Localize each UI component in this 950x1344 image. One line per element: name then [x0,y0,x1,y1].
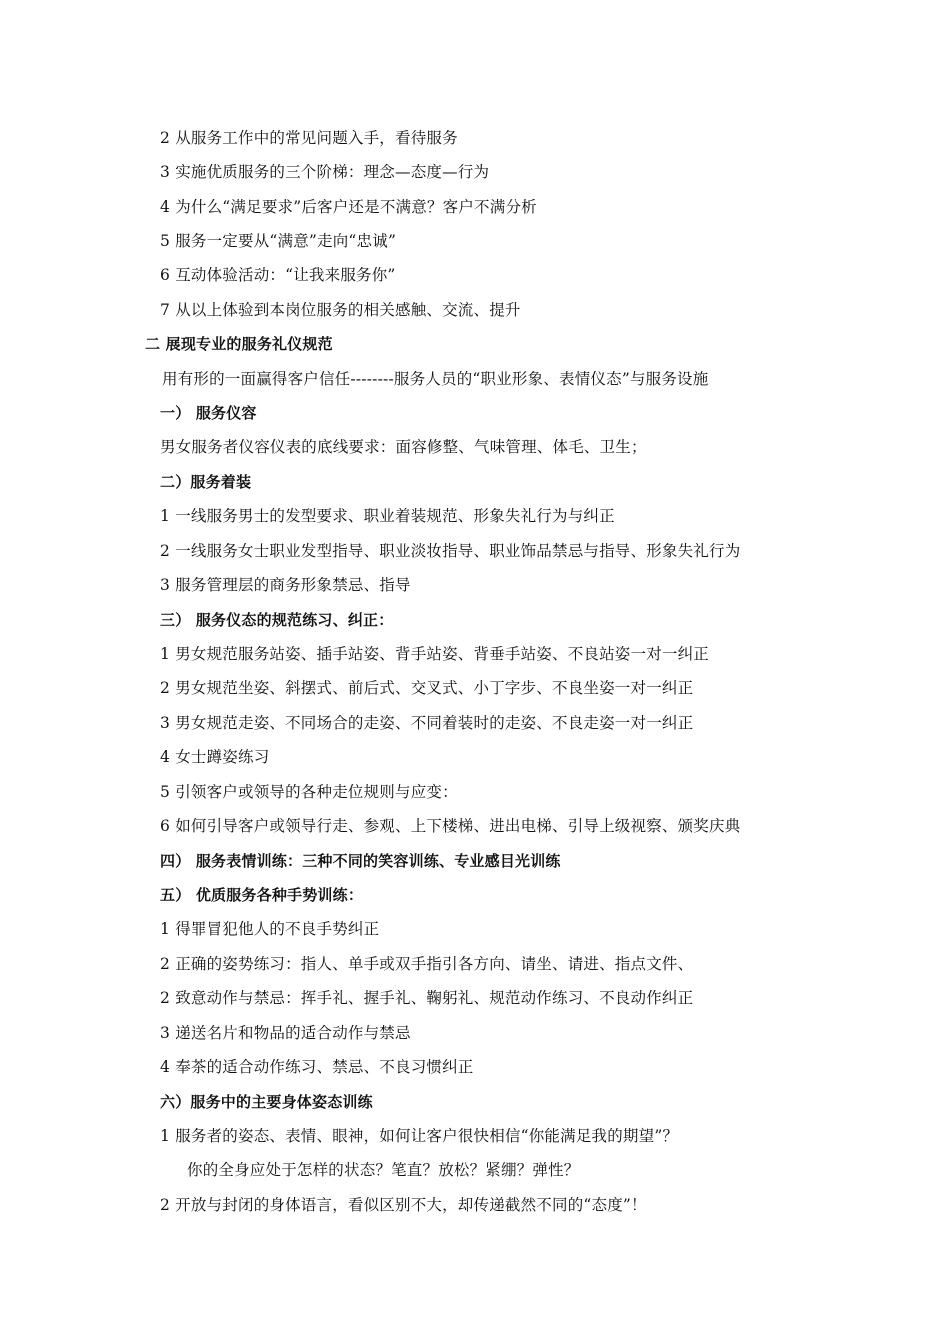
list-item: 2 从服务工作中的常见问题入手，看待服务 [160,129,458,147]
paragraph: 男女服务者仪容仪表的底线要求：面容修整、气味管理、体毛、卫生； [160,438,647,456]
list-item: 6 如何引导客户或领导行走、参观、上下楼梯、进出电梯、引导上级视察、颁奖庆典 [160,817,741,835]
list-item: 4 为什么“满足要求”后客户还是不满意？客户不满分析 [160,198,537,216]
list-item: 2 开放与封闭的身体语言，看似区别不大，却传递截然不同的“态度”！ [160,1196,647,1214]
list-item: 5 引领客户或领导的各种走位规则与应变： [160,783,458,801]
list-item: 3 实施优质服务的三个阶梯：理念—态度—行为 [160,163,490,181]
list-item: 3 男女规范走姿、不同场合的走姿、不同着装时的走姿、不良走姿一对一纠正 [160,714,694,732]
list-item: 1 男女规范服务站姿、插手站姿、背手站姿、背垂手站姿、不良站姿一对一纠正 [160,645,709,663]
subsection-heading: 五） 优质服务各种手势训练： [160,886,364,904]
subsection-heading: 二）服务着装 [160,473,252,491]
list-item: 1 得罪冒犯他人的不良手势纠正 [160,920,380,938]
list-item: 6 互动体验活动：“让我来服务你” [160,266,396,284]
list-item: 3 递送名片和物品的适合动作与禁忌 [160,1024,411,1042]
subsection-heading: 四） 服务表情训练：三种不同的笑容训练、专业感目光训练 [160,852,561,870]
list-item: 2 一线服务女士职业发型指导、职业淡妆指导、职业饰品禁忌与指导、形象失礼行为 [160,542,741,560]
subsection-heading: 一） 服务仪容 [160,404,257,422]
paragraph: 用有形的一面赢得客户信任--------服务人员的“职业形象、表情仪态”与服务设施 [162,370,709,388]
subsection-heading: 三） 服务仪态的规范练习、纠正： [160,611,394,629]
section-heading: 二 展现专业的服务礼仪规范 [145,335,333,353]
list-item: 3 服务管理层的商务形象禁忌、指导 [160,576,411,594]
list-item: 4 女士蹲姿练习 [160,748,270,766]
list-item: 2 男女规范坐姿、斜摆式、前后式、交叉式、小丁字步、不良坐姿一对一纠正 [160,679,694,697]
list-item: 7 从以上体验到本岗位服务的相关感触、交流、提升 [160,301,521,319]
list-item-continuation: 你的全身应处于怎样的状态？笔直？放松？紧绷？弹性？ [187,1161,580,1179]
subsection-heading: 六）服务中的主要身体姿态训练 [160,1093,373,1111]
list-item: 2 正确的姿势练习：指人、单手或双手指引各方向、请坐、请进、指点文件、 [160,955,694,973]
list-item: 1 服务者的姿态、表情、眼神，如何让客户很快相信“你能满足我的期望”？ [160,1127,679,1145]
list-item: 2 致意动作与禁忌：挥手礼、握手礼、鞠躬礼、规范动作练习、不良动作纠正 [160,989,694,1007]
list-item: 5 服务一定要从“满意”走向“忠诚” [160,232,397,250]
list-item: 4 奉茶的适合动作练习、禁忌、不良习惯纠正 [160,1058,474,1076]
list-item: 1 一线服务男士的发型要求、职业着装规范、形象失礼行为与纠正 [160,507,615,525]
